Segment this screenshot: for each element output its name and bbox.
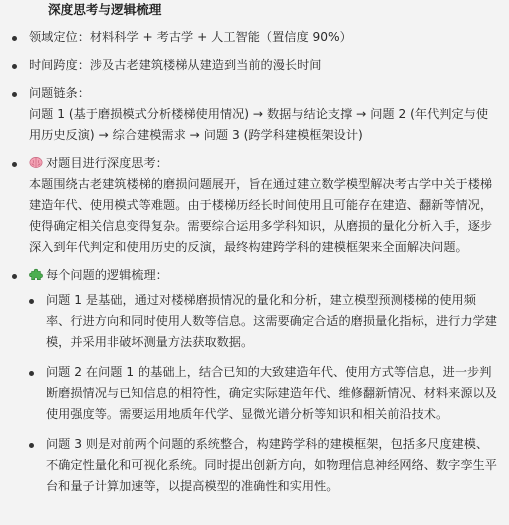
list-item-timespan [12, 55, 497, 76]
thinking-list [12, 27, 497, 497]
list-item-deep-thinking [12, 153, 497, 258]
deep-label-row [29, 153, 497, 174]
list-item-chain [12, 83, 497, 146]
logic-label: 每个问题的逻辑梳理： [46, 268, 168, 282]
logic-label-row [29, 265, 497, 286]
logic-item-1 [29, 290, 497, 353]
chain-label: 问题链条： [29, 86, 90, 100]
logic-item-3 [29, 434, 497, 497]
section-heading: 深度思考与逻辑梳理 [48, 2, 162, 17]
deep-text: 本题围绕古老建筑楼梯的磨损问题展开，旨在通过建立数学模型解决考古学中关于楼梯建造年代、使用模式等难题。由于楼梯历经长时间使用且可能存在建造、翻新等情况，使得确定相关信息变得复杂。需要综合运用多学科知识，从磨损的量化分析入手，逐步深入到年代判定和使用历史的反演，最终构建跨学科的建模框架来全面解决问题。 [29, 177, 493, 254]
timespan-text: 时间跨度：涉及古老建筑楼梯从建造到当前的漫长时间 [29, 58, 322, 72]
logic-item-1-text: 问题 1 是基础，通过对楼梯磨损情况的量化和分析，建立模型预测楼梯的使用频率、行进方向和同时使用人数等信息。这需要确定合适的磨损量化指标，进行力学建模，并采用非破坏测量方法获取数据。 [46, 293, 497, 349]
chain-text: 问题 1 (基于磨损模式分析楼梯使用情况) → 数据与结论支撑 → 问题 2 (年代判定与使用历史反演) → 综合建模需求 → 问题 3 (跨学科建模框架设计) [29, 107, 489, 142]
logic-item-2-text: 问题 2 在问题 1 的基础上，结合已知的大致建造年代、使用方式等信息，进一步判断磨损情况与已知信息的相符性，确定实际建造年代、维修翻新情况、材料来源以及使用强度等。需要运用地质年代学、显微光谱分析等知识和相关前沿技术。 [46, 365, 497, 421]
brain-icon [29, 155, 43, 169]
logic-sub-list [29, 290, 497, 497]
field-text: 领域定位：材料科学 + 考古学 + 人工智能（置信度 90%） [29, 30, 352, 44]
deep-label: 对题目进行深度思考： [46, 156, 168, 170]
puzzle-icon [29, 267, 43, 281]
list-item-field [12, 27, 497, 48]
logic-item-2 [29, 362, 497, 425]
logic-item-3-text: 问题 3 则是对前两个问题的系统整合，构建跨学科的建模框架，包括多尺度建模、不确定性量化和可视化系统。同时提出创新方向，如物理信息神经网络、数字孪生平台和量子计算加速等，以提高模型的准确性和实用性。 [46, 437, 497, 493]
list-item-logic [12, 265, 497, 497]
